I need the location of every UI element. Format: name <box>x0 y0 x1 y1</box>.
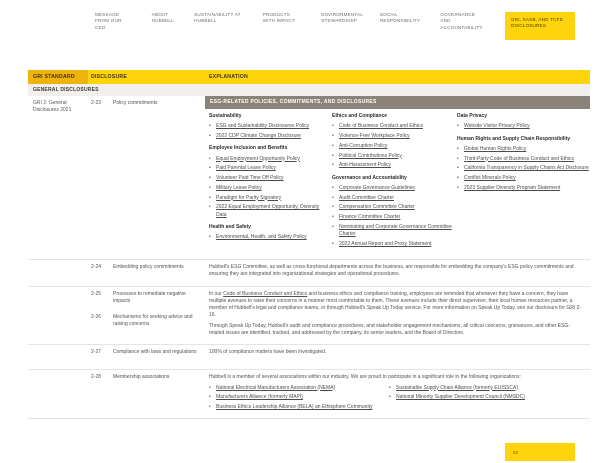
policy-link[interactable]: Paid Parental Leave Policy <box>216 165 276 172</box>
policy-group-heading: Health and Safety <box>209 223 251 230</box>
policy-link-list <box>457 146 590 192</box>
policy-group <box>332 113 455 170</box>
disclosure-item <box>91 314 199 329</box>
policy-link[interactable]: Military Leave Policy <box>216 184 262 191</box>
membership-list <box>209 385 584 414</box>
disclosure-number: 2-26 <box>91 314 102 320</box>
membership-item <box>209 394 381 401</box>
policy-group-heading: Ethics and Compliance <box>332 113 388 119</box>
disclosure-label: Policy commitments <box>113 100 158 106</box>
text-segment: Through Speak Up Today, Hubbell's audit and compliance procedures, and stakeholder engagement mechanisms, all critical concerns, grievances, and other ESG-related issues are identified, tracked, and addressed by the company, its senior leaders, and the Board of Directors. <box>209 322 570 336</box>
policy-link[interactable]: 2022 Equal Employment Opportunity, Diversity Data <box>216 204 320 218</box>
policy-link[interactable]: Audit Committee Charter <box>339 194 395 201</box>
policy-link[interactable]: Equal Employment Opportunity Policy <box>216 155 300 162</box>
policy-link-list <box>209 123 330 140</box>
policy-link-list <box>332 185 455 248</box>
table-header-row <box>28 70 590 84</box>
membership-link[interactable]: Manufacturers Alliance (formerly MAPI) <box>216 394 303 401</box>
policy-link[interactable]: Violence-Free Workplace Policy <box>339 133 410 139</box>
policy-link-item <box>457 165 590 172</box>
policy-group <box>332 175 455 249</box>
policy-link-item <box>457 185 590 192</box>
gri-standard-cell <box>28 370 88 418</box>
policy-links-column <box>209 113 330 253</box>
policy-link[interactable]: Paradigm for Parity Signatory <box>216 194 282 201</box>
policy-group <box>209 145 330 219</box>
policy-group <box>457 113 590 131</box>
disclosure-item <box>91 374 199 381</box>
policy-link-list <box>457 123 590 130</box>
policy-group-heading: Data Privacy <box>457 113 488 119</box>
policy-link[interactable]: 2022 CDP Climate Change Disclosure <box>216 133 301 139</box>
policy-link-item <box>209 123 330 130</box>
explanation-cell <box>205 287 590 345</box>
policy-links-column <box>457 113 590 253</box>
policy-link[interactable]: Political Contributions Policy <box>339 152 402 159</box>
disclosure-number: 2-27 <box>91 349 102 355</box>
gri-standard-cell: GRI 2: General Disclosures 2021 <box>33 100 72 114</box>
policy-link-item <box>332 162 455 169</box>
policy-link[interactable]: Code of Business Conduct and Ethics <box>339 123 423 130</box>
membership-link[interactable]: National Electrical Manufacturers Association (NEMA) <box>216 384 336 391</box>
policy-link-item <box>457 156 590 163</box>
table-row-2-23 <box>28 96 590 259</box>
disclosure-label: Processes to remediate negative impacts <box>113 290 186 304</box>
membership-item <box>209 385 381 392</box>
policy-link-item <box>209 185 330 192</box>
policy-group <box>209 224 330 242</box>
disclosure-label: Mechanisms for seeking advice and raising concerns <box>113 314 193 328</box>
explanation-cell <box>205 96 590 259</box>
col-header-gri-standard: GRI STANDARD <box>28 70 88 84</box>
policy-group-heading: Human Rights and Supply Chain Responsibility <box>457 135 571 142</box>
policy-link-list <box>209 156 330 219</box>
nav-tab-about-hubbell[interactable]: ABOUT HUBBELL <box>151 12 174 24</box>
policy-links-grid <box>205 113 590 253</box>
disclosure-cell <box>88 96 205 259</box>
inline-policy-link[interactable]: Code of Business Conduct and Ethics <box>223 290 308 297</box>
nav-tab-environmental-stewardship[interactable]: ENVIRONMENTAL STEWARDSHIP <box>321 12 363 24</box>
col-header-disclosure: DISCLOSURE <box>88 70 205 84</box>
policy-group <box>209 113 330 140</box>
explanation-cell <box>205 370 590 418</box>
nav-tab-social-responsibility[interactable]: SOCIAL RESPONSIBILITY <box>379 12 421 24</box>
policy-link[interactable]: Environmental, Health, and Safety Policy <box>216 234 307 240</box>
explanation-paragraph <box>209 291 584 320</box>
policy-link-item <box>209 195 330 202</box>
explanation-paragraph <box>209 323 584 338</box>
policy-link-item <box>209 165 330 172</box>
table-row-2-28 <box>28 369 590 419</box>
gri-standard-cell <box>28 260 88 286</box>
text-segment: In our <box>209 290 224 297</box>
policy-link-list <box>332 123 455 169</box>
policy-link-item <box>209 133 330 140</box>
policy-link[interactable]: 2023 Supplier Diversity Program Statement <box>464 184 561 191</box>
policy-link-list <box>209 234 330 241</box>
membership-link[interactable]: Sustainable Supply Chain Alliance (formerly EUISSCA) <box>396 384 518 391</box>
policy-link-item <box>332 214 455 221</box>
table-row-2-24 <box>28 259 590 286</box>
membership-item <box>389 394 584 401</box>
disclosure-item <box>91 100 199 107</box>
disclosure-number: 2-25 <box>91 290 102 297</box>
gri-standard-cell <box>28 345 88 369</box>
explanation-cell <box>205 345 590 369</box>
page-number-box <box>505 443 575 461</box>
disclosure-item <box>91 264 199 271</box>
membership-column <box>209 385 381 414</box>
table-body <box>28 96 590 419</box>
policy-links-column <box>332 113 455 253</box>
policy-link-item <box>209 204 330 219</box>
policy-group-heading: Sustainability <box>209 113 242 119</box>
policy-link-item <box>332 153 455 160</box>
text-segment: Hubbell is a member of several associations within our industry. We are proud to participate in a significant role in the following organizations: <box>209 374 521 381</box>
policy-link[interactable]: Compensation Committee Charter <box>339 204 415 211</box>
policy-link[interactable]: Nominating and Corporate Governance Committee Charter <box>339 223 452 237</box>
policy-link-item <box>332 123 455 130</box>
policy-link[interactable]: Anti-Corruption Policy <box>339 142 388 149</box>
membership-item <box>209 404 381 411</box>
nav-tab-message-from-our-ceo[interactable]: MESSAGE FROM OUR CEO <box>95 12 122 30</box>
policy-link[interactable]: Corporate Governance Guidelines <box>339 184 415 191</box>
policy-link[interactable]: Third-Party Code of Business Conduct and Ethics <box>464 155 575 162</box>
policy-link[interactable]: Anti-Harassment Policy <box>339 162 391 169</box>
disclosure-label: Embedding policy commitments <box>113 264 184 270</box>
text-segment: 100% of compliance matters have been investigated. <box>209 349 327 355</box>
disclosure-label: Compliance with laws and regulations <box>113 349 197 355</box>
policy-group-heading: Employee Inclusion and Benefits <box>209 145 288 152</box>
nav-tab-gri-sasb-and-tcfd-disclosures[interactable]: GRI, SASB, AND TCFD DISCLOSURES <box>505 12 575 40</box>
policy-link[interactable]: California Transparency in Supply Chains Act Disclosure <box>464 165 589 172</box>
col-header-explanation: EXPLANATION <box>205 70 590 84</box>
policy-link[interactable]: Finance Committee Charter <box>339 214 401 220</box>
policy-link-item <box>332 143 455 150</box>
disclosure-number: 2-28 <box>91 374 102 381</box>
policy-link-item <box>209 156 330 163</box>
disclosure-cell <box>88 345 205 369</box>
policy-link[interactable]: Conflict Minerals Policy <box>464 175 516 181</box>
disclosure-cell <box>88 370 205 418</box>
explanation-paragraph <box>209 374 584 381</box>
gri-standard-cell <box>28 287 88 345</box>
explanation-paragraph <box>209 264 584 279</box>
text-segment: and business ethics and compliance training, employees are reminded that whenever they have a concern, they have multiple avenues to raise their concerns in a manner most comfortable to them. These avenues include their direct supervisor, their local human resources partner, a member of Hubbell's legal and compliance teams, or through Hubbell's Speak Up Today service. For more information on Speak Up Today, see our disclosure for GRI 2-16. <box>209 290 582 319</box>
policy-link-item <box>209 175 330 182</box>
policy-link[interactable]: Global Human Rights Policy <box>464 145 527 152</box>
nav-tab-governance-and-accountability[interactable]: GOVERNANCE AND ACCOUNTABILITY <box>440 12 483 30</box>
explanation-paragraph <box>209 349 584 356</box>
policy-link-item <box>332 241 455 248</box>
disclosure-label: Membership associations <box>113 374 170 381</box>
membership-column <box>389 385 584 414</box>
policy-link-item <box>332 133 455 140</box>
membership-link[interactable]: National Minority Supplier Development Council (NMSDC) <box>396 394 525 401</box>
policy-link-item <box>457 123 590 130</box>
explanation-cell <box>205 260 590 286</box>
nav-tab-products-with-impact[interactable]: PRODUCTS WITH IMPACT <box>262 12 295 24</box>
policy-link-item <box>457 175 590 182</box>
esg-policies-banner: ESG-RELATED POLICIES, COMMITMENTS, AND DISCLOSURES <box>205 96 590 109</box>
disclosure-number: 2-24 <box>91 264 102 270</box>
policy-link-item <box>332 204 455 211</box>
policy-link[interactable]: ESG and Sustainability Disclosures Policy <box>216 123 310 130</box>
disclosure-item <box>91 349 199 356</box>
policy-group-heading: Governance and Accountability <box>332 174 407 181</box>
policy-group <box>457 136 590 193</box>
policy-link-item <box>332 224 455 239</box>
table-row-2-25 <box>28 286 590 345</box>
page-number: 93 <box>513 449 519 455</box>
policy-link[interactable]: Website Visitor Privacy Policy <box>464 123 530 130</box>
policy-link[interactable]: Volunteer Paid Time Off Policy <box>216 175 284 181</box>
policy-link-item <box>209 234 330 241</box>
policy-link-item <box>332 195 455 202</box>
top-navigation <box>95 12 575 40</box>
policy-link[interactable]: 2022 Annual Report and Proxy Statement <box>339 240 432 247</box>
policy-link-item <box>332 185 455 192</box>
membership-link[interactable]: Business Ethics Leadership Alliance (BELA) an Ethisphere Community <box>216 404 373 410</box>
disclosure-item <box>91 291 199 306</box>
nav-tab-sustainability-at-hubbell[interactable]: SUSTAINABILITY AT HUBBELL <box>194 12 241 24</box>
policy-link-item <box>457 146 590 153</box>
text-segment: Hubbell's ESG Committee, as well as cross-functional departments across the business, are responsible for embedding the company's ESG policy commitments and ensuring they are integrated into organizational strategies and operational procedures. <box>209 264 574 278</box>
disclosure-cell <box>88 287 205 345</box>
membership-item <box>389 385 584 392</box>
disclosure-cell <box>88 260 205 286</box>
section-general-disclosures: GENERAL DISCLOSURES <box>28 84 590 96</box>
table-row-2-27 <box>28 344 590 369</box>
gri-disclosure-table <box>28 70 590 419</box>
disclosure-number: 2-23 <box>91 100 102 106</box>
